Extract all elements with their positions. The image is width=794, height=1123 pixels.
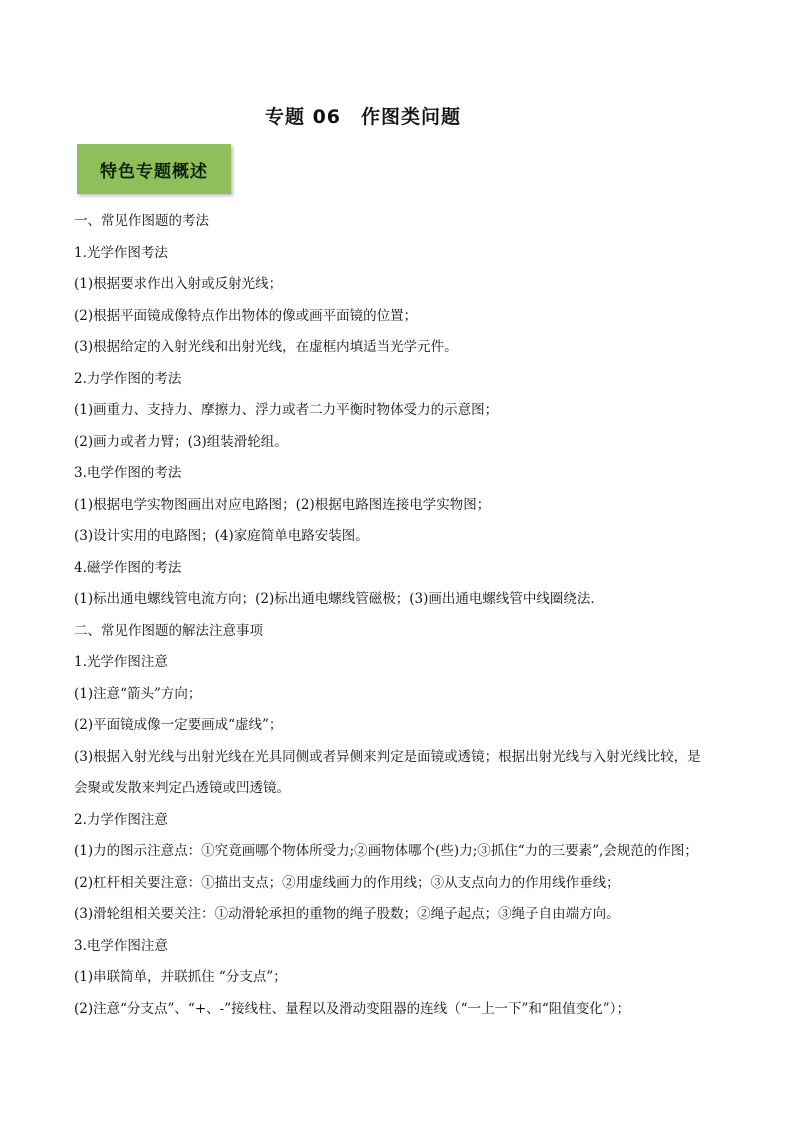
- subsection-heading: 1.光学作图考法: [74, 244, 168, 261]
- list-item: (2)杠杆相关要注意：①描出支点；②用虚线画力的作用线；③从支点向力的作用线作垂线；: [74, 874, 620, 891]
- list-item: (1)根据电学实物图画出对应电路图；(2)根据电路图连接电学实物图；: [74, 496, 491, 513]
- list-item: (1)根据要求作出入射或反射光线；: [74, 276, 283, 292]
- list-item-continuation: 会聚或发散来判定凸透镜或凹透镜。: [74, 780, 290, 796]
- list-item: (3)滑轮组相关要关注：①动滑轮承担的重物的绳子股数；②绳子起点；③绳子自由端方向。: [74, 906, 620, 922]
- section-heading: 二、常见作图题的解法注意事项: [74, 622, 263, 639]
- list-item: (2)注意“分支点”、“+、-”接线柱、量程以及滑动变阻器的连线（“一上一下”和“阻值变化”）；: [74, 1000, 630, 1017]
- section-badge: 特色专题概述: [77, 144, 231, 194]
- subsection-heading: 4.磁学作图的考法: [74, 559, 182, 576]
- subsection-heading: 2.力学作图注意: [74, 811, 168, 828]
- list-item: (1)注意“箭头”方向；: [74, 685, 202, 702]
- list-item: (1)串联简单，并联抓住 “分支点”；: [74, 969, 287, 985]
- list-item: (2)画力或者力臂；(3)组装滑轮组。: [74, 433, 288, 450]
- document-body: [74, 206, 730, 1025]
- list-item: (3)根据入射光线与出射光线在光具同侧或者异侧来判定是面镜或透镜；根据出射光线与入射光线比较，是: [74, 748, 701, 765]
- list-item: (1)力的图示注意点：①究竟画哪个物体所受力;②画物体哪个(些)力;③抓住“力的三要素”,会规范的作图；: [74, 843, 698, 859]
- subsection-heading: 2.力学作图的考法: [74, 370, 182, 387]
- subsection-heading: 3.电学作图的考法: [74, 465, 182, 481]
- list-item: (1)标出通电螺线管电流方向；(2)标出通电螺线管磁极；(3)画出通电螺线管中线圈绕法．: [74, 591, 604, 607]
- page-title: 专题 06 作图类问题: [264, 106, 462, 128]
- list-item: (2)平面镜成像一定要画成“虚线”；: [74, 717, 283, 733]
- subsection-heading: 3.电学作图注意: [74, 937, 168, 954]
- list-item: (3)设计实用的电路图；(4)家庭简单电路安装图。: [74, 528, 369, 544]
- list-item: (1)画重力、支持力、摩擦力、浮力或者二力平衡时物体受力的示意图；: [74, 402, 499, 418]
- list-item: (2)根据平面镜成像特点作出物体的像或画平面镜的位置；: [74, 307, 418, 324]
- section-heading: 一、常见作图题的考法: [74, 213, 209, 229]
- subsection-heading: 1.光学作图注意: [74, 654, 168, 670]
- list-item: (3)根据给定的入射光线和出射光线，在虚框内填适当光学元件。: [74, 339, 458, 355]
